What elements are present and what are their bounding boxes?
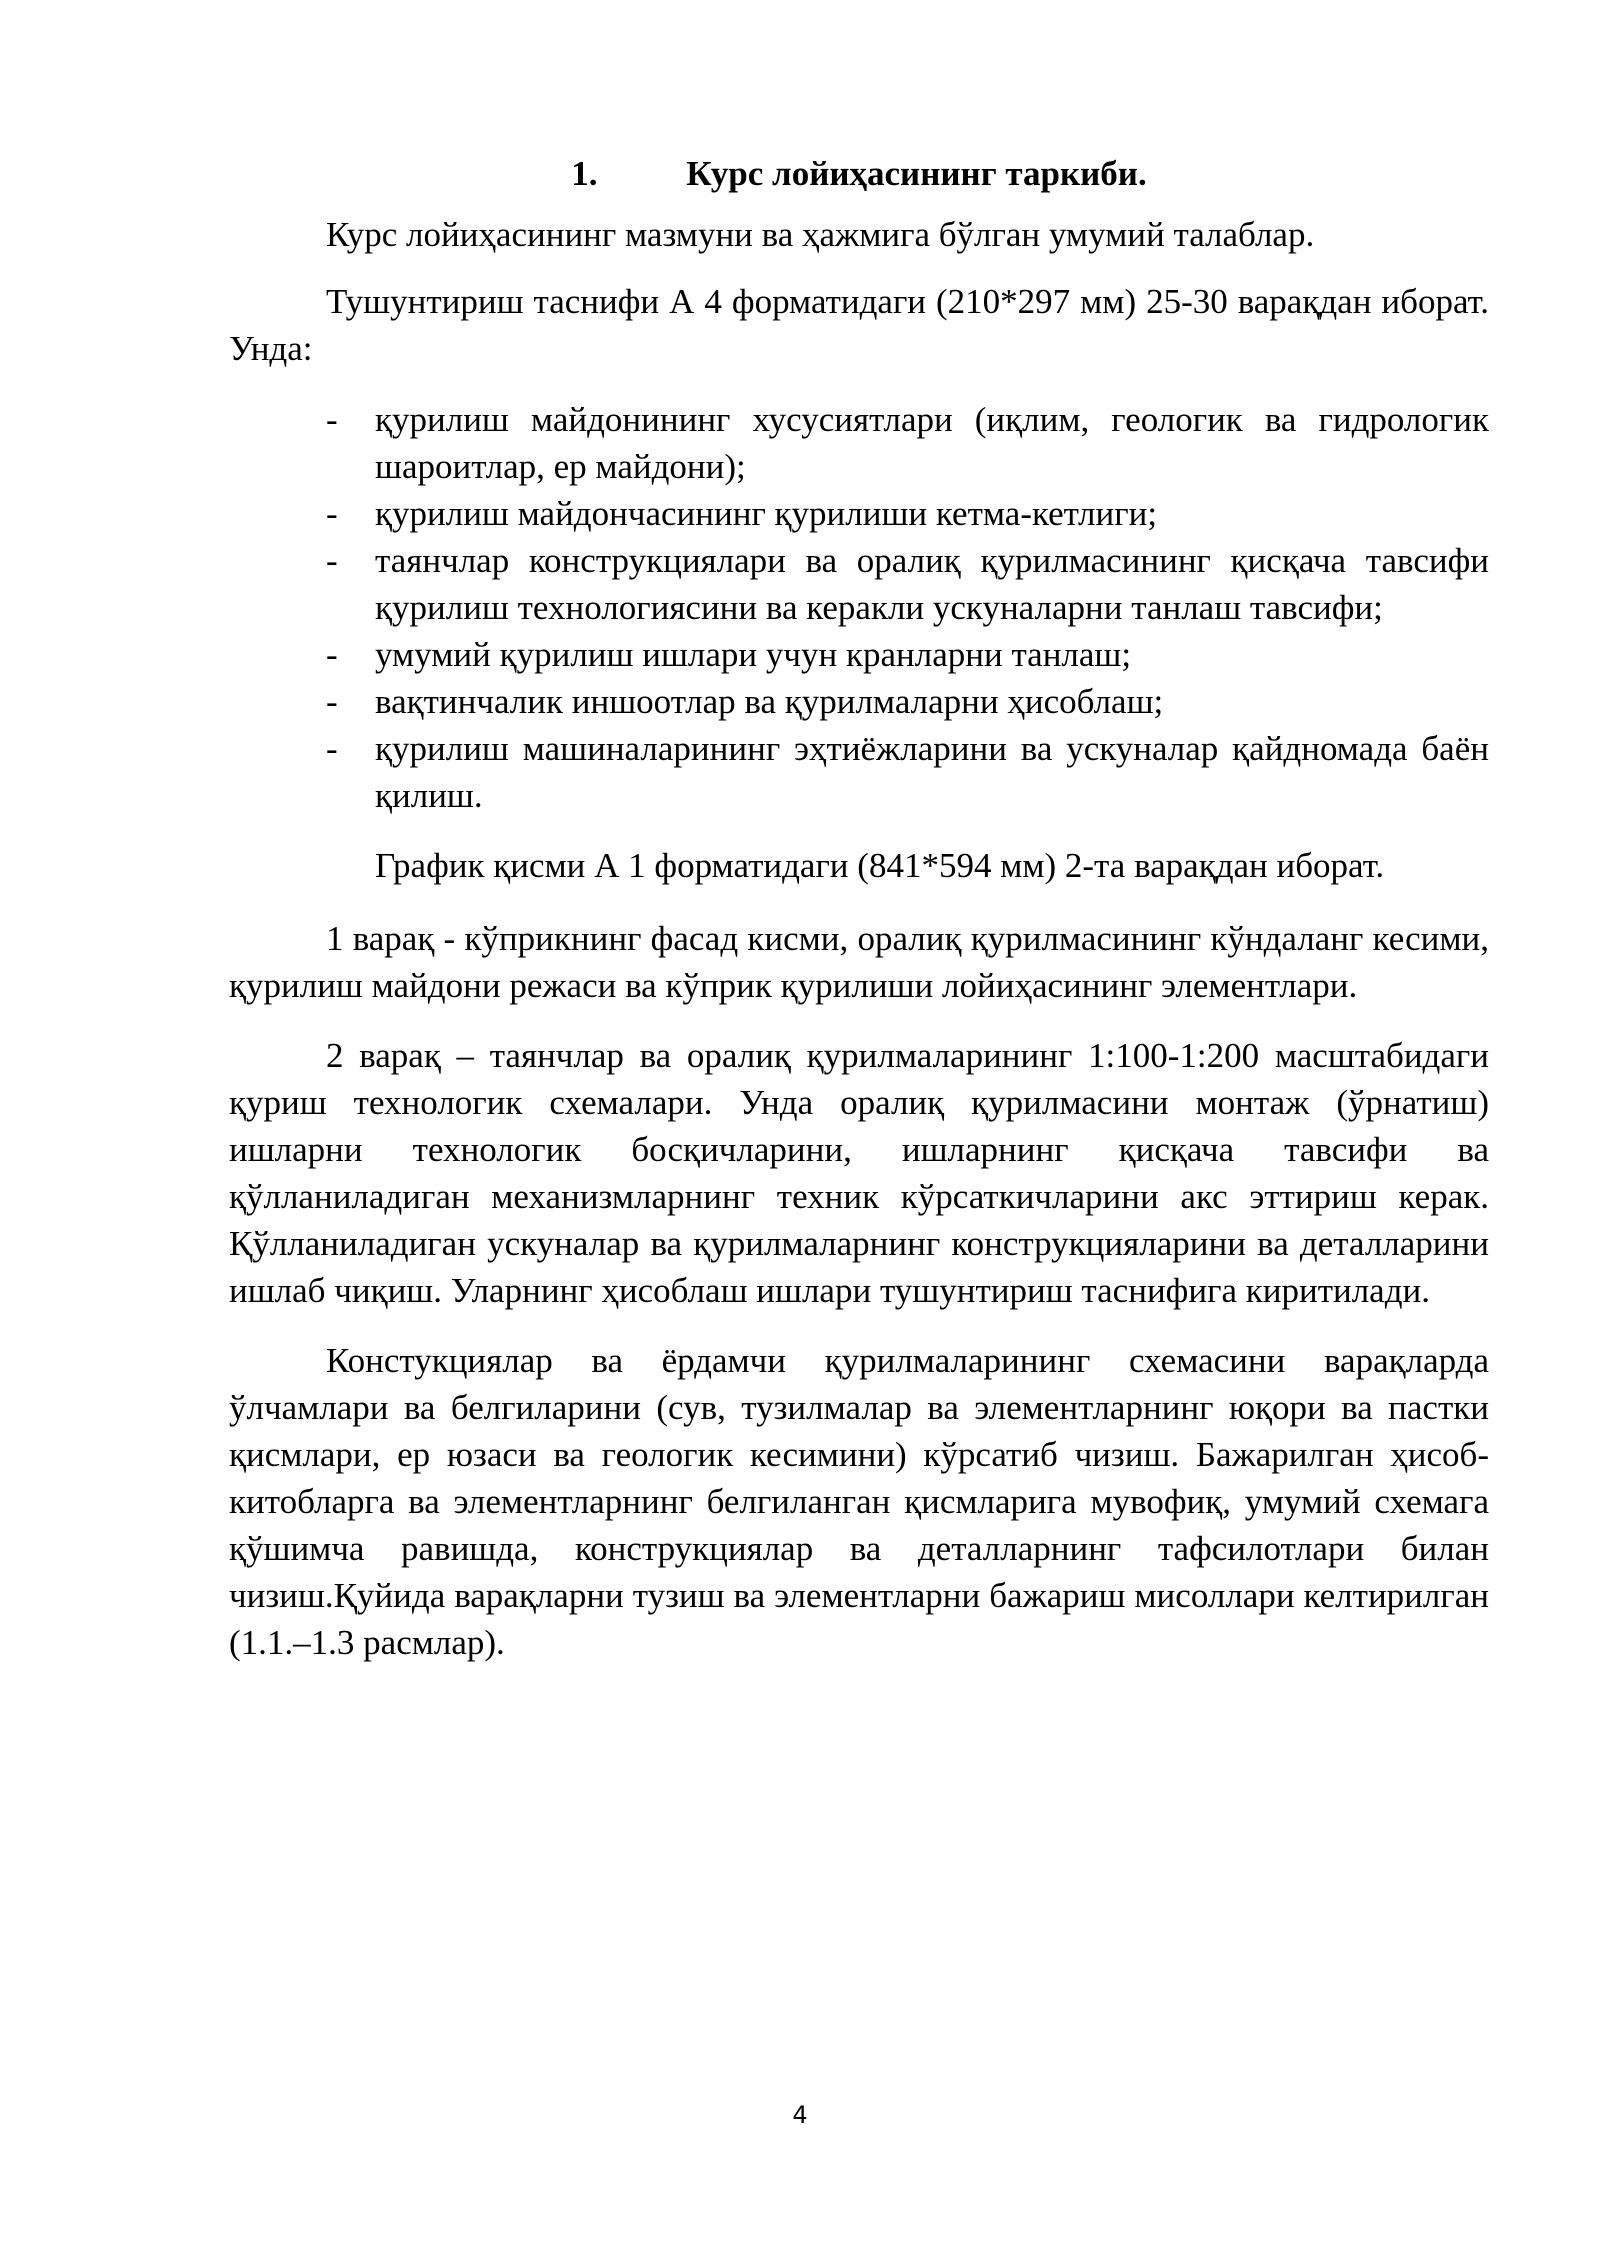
section-number: 1. [571, 154, 598, 193]
graphic-part-paragraph: График қисми А 1 форматидаги (841*594 мм) 2-та варақдан иборат. [375, 846, 1385, 885]
subtitle-paragraph: Курс лойиҳасининг мазмуни ва ҳажмига бўлган умумий талаблар. [326, 215, 1315, 254]
requirements-list [229, 396, 1489, 819]
constructions-paragraph: Констукциялар ва ёрдамчи қурилмаларининг схемасини варақларда ўлчамлари ва белгиларини (сув, тузилмалар ва элементларнинг юқори ва пастки қисмлари, ер юзаси ва геологик кесимини) кўрсатиб чизиш. Бажарилган ҳисоб-китобларга ва элементларнинг белгиланган қисмларига мувофиқ, умумий схемага қўшимча равишда, конструкциялар ва деталларнинг тафсилотлари билан чизиш.Қуйида варақларни тузиш ва элементларни бажариш мисоллари келтирилган (1.1.–1.3 расмлар). [229, 1341, 1489, 1662]
list-item-text: қурилиш машиналарининг эҳтиёжларини ва ускуналар қайдномада баён қилиш. [375, 729, 1489, 815]
list-dash: - [326, 541, 338, 580]
list-item-text: таянчлар конструкциялари ва оралиқ қурилмасининг қисқача тавсифи қурилиш технологиясини ва керакли ускуналарни танлаш тавсифи; [375, 541, 1489, 627]
list-item [229, 490, 1489, 537]
list-dash: - [326, 635, 338, 674]
list-item [229, 678, 1489, 725]
list-item [229, 725, 1489, 819]
list-item-text: қурилиш майдонининг хусусиятлари (иқлим, геологик ва гидрологик шароитлар, ер майдони); [375, 400, 1489, 486]
list-item [229, 537, 1489, 631]
sheet-1-paragraph: 1 варақ - кўприкнинг фасад кисми, оралиқ қурилмасининг кўндаланг кесими, қурилиш майдони режаси ва кўприк қурилиши лойиҳасининг элементлари. [229, 919, 1489, 1005]
page-number: 4 [792, 2101, 808, 2129]
sheet-2-paragraph: 2 варақ – таянчлар ва оралиқ қурилмаларининг 1:100-1:200 масштабидаги қуриш технологик схемалари. Унда оралиқ қурилмасини монтаж (ўрнатиш) ишларни технологик босқичларини, ишларнинг қисқача тавсифи ва қўлланиладиган механизмларнинг техник кўрсаткичларини акс эттириш керак. Қўлланиладиган ускуналар ва қурилмаларнинг конструкцияларини ва деталларини ишлаб чиқиш. Уларнинг ҳисоблаш ишлари тушунтириш таснифига киритилади. [229, 1036, 1489, 1310]
list-dash: - [326, 400, 338, 439]
list-item [229, 396, 1489, 490]
list-item-text: қурилиш майдончасининг қурилиши кетма-кетлиги; [375, 494, 1158, 533]
list-item [229, 631, 1489, 678]
section-heading [229, 150, 1489, 197]
page-content [229, 150, 1489, 1666]
list-item-text: вақтинчалик иншоотлар ва қурилмаларни ҳисоблаш; [375, 682, 1164, 721]
list-dash: - [326, 682, 338, 721]
list-dash: - [326, 494, 338, 533]
list-item-text: умумий қурилиш ишлари учун кранларни танлаш; [375, 635, 1132, 674]
list-dash: - [326, 729, 338, 768]
section-title: Курс лойиҳасининг таркиби. [686, 154, 1147, 193]
intro-paragraph: Тушунтириш таснифи А 4 форматидаги (210*297 мм) 25-30 варақдан иборат. Унда: [229, 282, 1489, 368]
